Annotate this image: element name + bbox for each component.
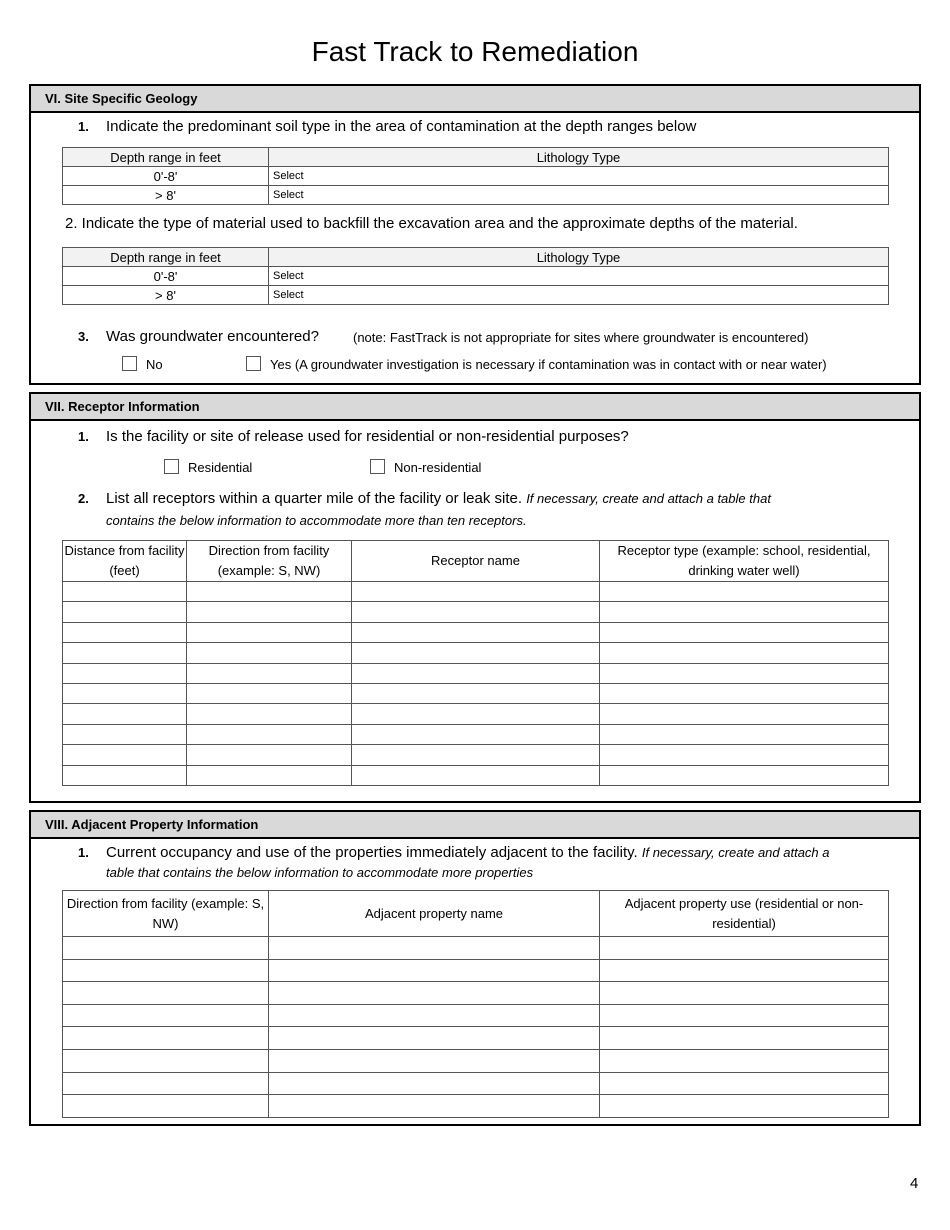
input-cell[interactable] (63, 663, 187, 683)
backfill-table (62, 247, 889, 305)
input-cell[interactable] (63, 683, 187, 703)
col-header-depth: Depth range in feet (63, 248, 269, 267)
input-cell[interactable] (600, 663, 889, 683)
input-cell[interactable] (352, 643, 600, 663)
depth-cell: 0'-8' (63, 267, 269, 286)
input-cell[interactable] (600, 1049, 889, 1072)
input-cell[interactable] (269, 959, 600, 982)
soil-type-table (62, 147, 889, 205)
groundwater-note: (note: FastTrack is not appropriate for sites where groundwater is encountered) (353, 330, 809, 345)
col-header-property-name: Adjacent property name (269, 891, 600, 937)
input-cell[interactable] (600, 643, 889, 663)
input-cell[interactable] (187, 765, 352, 785)
table-row (63, 1095, 889, 1118)
input-cell[interactable] (600, 602, 889, 622)
input-cell[interactable] (63, 1072, 269, 1095)
table-row (63, 267, 889, 286)
input-cell[interactable] (269, 1027, 600, 1050)
question-2-receptors (78, 490, 771, 507)
input-cell[interactable] (63, 1004, 269, 1027)
input-cell[interactable] (187, 724, 352, 744)
input-cell[interactable] (600, 622, 889, 642)
col-header-receptor-name: Receptor name (352, 541, 600, 582)
input-cell[interactable] (187, 622, 352, 642)
input-cell[interactable] (352, 745, 600, 765)
col-header-direction: Direction from facility (example: S, NW) (63, 891, 269, 937)
input-cell[interactable] (269, 1049, 600, 1072)
input-cell[interactable] (352, 704, 600, 724)
table-row (63, 186, 889, 205)
input-cell[interactable] (352, 724, 600, 744)
input-cell[interactable] (600, 683, 889, 703)
question-text: Current occupancy and use of the properties immediately adjacent to the facility. (106, 844, 638, 861)
page-number: 4 (910, 1175, 919, 1192)
input-cell[interactable] (269, 1095, 600, 1118)
lithology-select[interactable]: Select (269, 167, 889, 186)
table-row (63, 982, 889, 1005)
question-1-soil (78, 118, 696, 135)
table-row (63, 622, 889, 642)
col-header-lithology: Lithology Type (269, 148, 889, 167)
table-row (63, 1027, 889, 1050)
col-header-property-use: Adjacent property use (residential or non-residential) (600, 891, 889, 937)
input-cell[interactable] (600, 1095, 889, 1118)
input-cell[interactable] (352, 765, 600, 785)
input-cell[interactable] (352, 663, 600, 683)
residential-option[interactable] (164, 459, 252, 475)
input-cell[interactable] (63, 724, 187, 744)
page-title: Fast Track to Remediation (311, 36, 639, 67)
question-number: 1. (78, 119, 89, 134)
input-cell[interactable] (63, 602, 187, 622)
adjacent-property-table (62, 890, 889, 1118)
input-cell[interactable] (352, 582, 600, 602)
input-cell[interactable] (352, 622, 600, 642)
option-label: Residential (188, 460, 253, 475)
table-row (63, 937, 889, 960)
question-number: 1. (78, 845, 89, 860)
table-row (63, 286, 889, 305)
table-row (63, 745, 889, 765)
input-cell[interactable] (600, 982, 889, 1005)
option-label: Yes (A groundwater investigation is necessary if contamination was in contact with or near water) (270, 357, 827, 372)
input-cell[interactable] (269, 1004, 600, 1027)
section-header: VIII. Adjacent Property Information (31, 812, 919, 839)
input-cell[interactable] (187, 704, 352, 724)
table-row (63, 643, 889, 663)
input-cell[interactable] (63, 704, 187, 724)
input-cell[interactable] (63, 1049, 269, 1072)
question-note: table that contains the below information to accommodate more properties (106, 865, 534, 880)
table-row (63, 582, 889, 602)
input-cell[interactable] (187, 745, 352, 765)
input-cell[interactable] (63, 745, 187, 765)
col-header-receptor-type: Receptor type (example: school, residential, drinking water well) (600, 541, 889, 582)
non-residential-option[interactable] (370, 459, 481, 475)
question-number: 3. (78, 329, 89, 344)
input-cell[interactable] (600, 582, 889, 602)
depth-cell: > 8' (63, 186, 269, 205)
question-1-use (78, 428, 629, 445)
lithology-select[interactable]: Select (269, 186, 889, 205)
input-cell[interactable] (600, 1004, 889, 1027)
input-cell[interactable] (600, 1027, 889, 1050)
input-cell[interactable] (63, 582, 187, 602)
col-header-depth: Depth range in feet (63, 148, 269, 167)
input-cell[interactable] (63, 1027, 269, 1050)
question-text: Is the facility or site of release used for residential or non-residential purposes? (106, 428, 629, 445)
input-cell[interactable] (600, 959, 889, 982)
input-cell[interactable] (600, 1072, 889, 1095)
table-row (63, 167, 889, 186)
input-cell[interactable] (63, 765, 187, 785)
lithology-select[interactable]: Select (269, 286, 889, 305)
input-cell[interactable] (63, 982, 269, 1005)
table-row (63, 1004, 889, 1027)
question-note: contains the below information to accommodate more than ten receptors. (106, 513, 527, 528)
input-cell[interactable] (600, 724, 889, 744)
lithology-select[interactable]: Select (269, 267, 889, 286)
col-header-direction: Direction from facility (example: S, NW) (187, 541, 352, 582)
checkbox[interactable] (370, 459, 385, 474)
question-text: List all receptors within a quarter mile of the facility or leak site. (106, 490, 523, 507)
input-cell[interactable] (63, 937, 269, 960)
input-cell[interactable] (269, 982, 600, 1005)
col-header-lithology: Lithology Type (269, 248, 889, 267)
section-header: VII. Receptor Information (31, 394, 919, 421)
checkbox[interactable] (122, 356, 137, 371)
input-cell[interactable] (187, 683, 352, 703)
question-text: Was groundwater encountered? (106, 328, 319, 345)
input-cell[interactable] (187, 663, 352, 683)
input-cell[interactable] (600, 765, 889, 785)
col-header-distance: Distance from facility (feet) (63, 541, 187, 582)
checkbox[interactable] (164, 459, 179, 474)
table-row (63, 602, 889, 622)
table-row (63, 724, 889, 744)
input-cell[interactable] (187, 582, 352, 602)
receptor-table (62, 540, 889, 786)
question-3-groundwater (78, 328, 319, 345)
table-row (63, 1049, 889, 1072)
groundwater-yes-option[interactable] (246, 356, 827, 372)
question-text: Indicate the predominant soil type in the area of contamination at the depth ranges below (106, 118, 697, 135)
input-cell[interactable] (600, 937, 889, 960)
input-cell[interactable] (187, 643, 352, 663)
input-cell[interactable] (600, 704, 889, 724)
table-row (63, 959, 889, 982)
input-cell[interactable] (269, 1072, 600, 1095)
question-1-occupancy (78, 844, 830, 861)
input-cell[interactable] (63, 643, 187, 663)
table-row (63, 704, 889, 724)
question-number: 2. (78, 491, 89, 506)
input-cell[interactable] (63, 1095, 269, 1118)
option-label: No (146, 357, 163, 372)
question-note: If necessary, create and attach a (641, 845, 830, 860)
table-row (63, 1072, 889, 1095)
table-row (63, 663, 889, 683)
depth-cell: > 8' (63, 286, 269, 305)
option-label: Non-residential (394, 460, 482, 475)
table-row (63, 765, 889, 785)
checkbox[interactable] (246, 356, 261, 371)
input-cell[interactable] (600, 745, 889, 765)
input-cell[interactable] (352, 602, 600, 622)
question-2-backfill: 2. Indicate the type of material used to backfill the excavation area and the approximate depths of the material. (65, 215, 798, 232)
table-row (63, 683, 889, 703)
depth-cell: 0'-8' (63, 167, 269, 186)
input-cell[interactable] (187, 602, 352, 622)
input-cell[interactable] (63, 959, 269, 982)
question-note: If necessary, create and attach a table that (526, 491, 771, 506)
section-header: VI. Site Specific Geology (31, 86, 919, 113)
question-number: 1. (78, 429, 89, 444)
input-cell[interactable] (352, 683, 600, 703)
groundwater-no-option[interactable] (122, 356, 163, 372)
input-cell[interactable] (63, 622, 187, 642)
input-cell[interactable] (269, 937, 600, 960)
